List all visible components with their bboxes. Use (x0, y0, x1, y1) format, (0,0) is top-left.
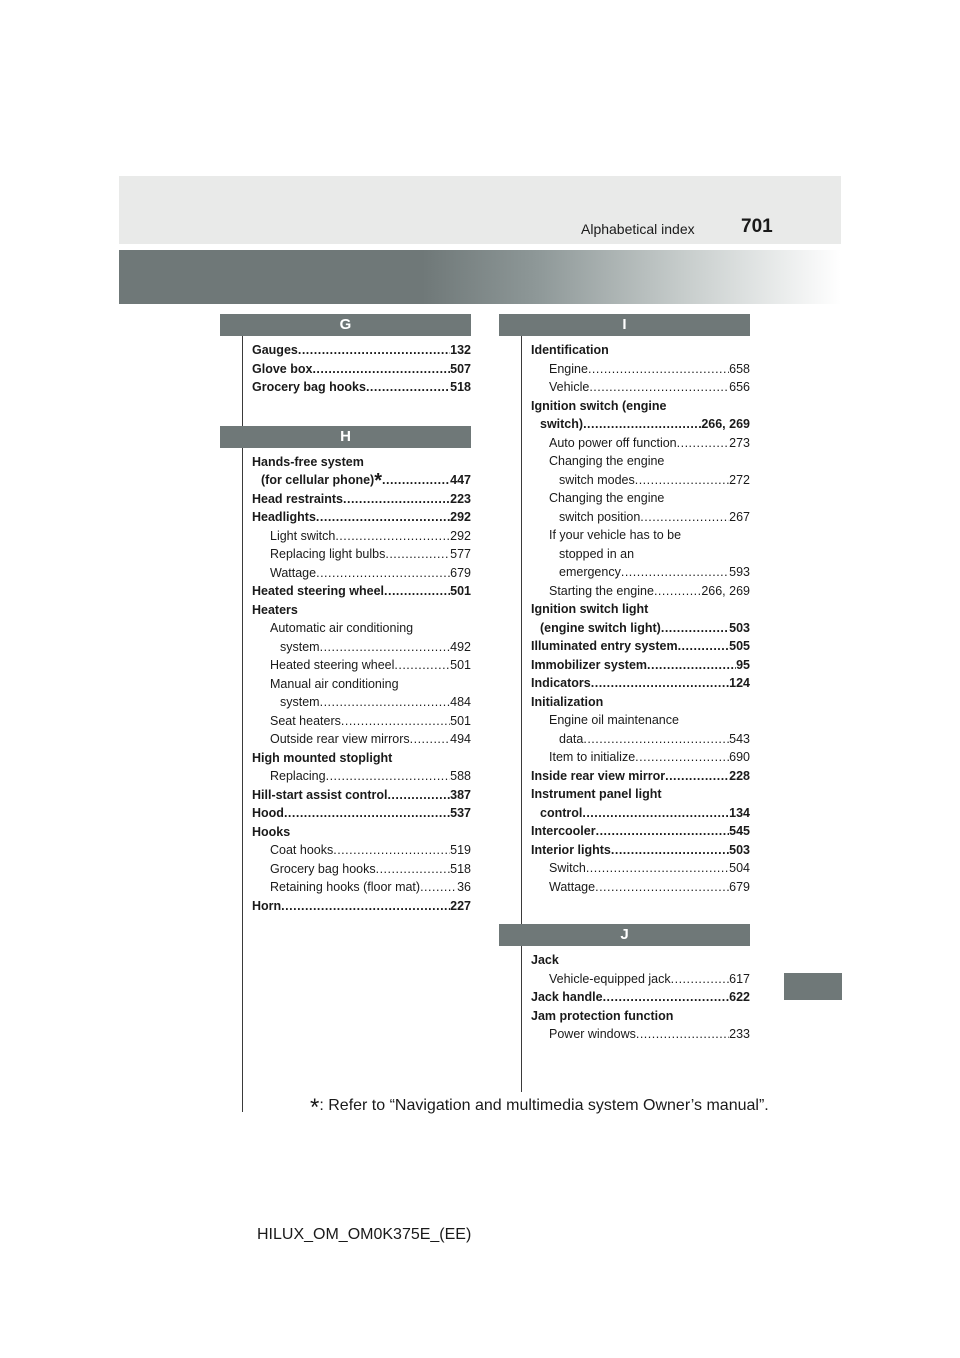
index-subentry-manual-ac-system[interactable]: system ..... 484 (252, 693, 471, 712)
index-subentry-auto-power-off[interactable]: Auto power off function ..... 273 (531, 434, 750, 453)
index-subentry-stopped-emergency-2: stopped in an (559, 546, 635, 561)
index-entry-headlights[interactable]: Headlights ..... 292 (252, 508, 471, 527)
index-subentry-automatic-ac-system[interactable]: system ..... 492 (252, 638, 471, 657)
footnote (310, 1094, 769, 1121)
index-subentry-engine-oil: Engine oil maintenance (549, 713, 679, 727)
index-subentry-changing-modes: Changing the engine (549, 454, 665, 468)
index-entry-initialization: Initialization (531, 694, 604, 709)
index-entry-instrument-panel-light: Instrument panel light (531, 787, 662, 801)
index-subentry-il-switch[interactable]: Switch ..... 504 (531, 859, 750, 878)
footnote-text: : Refer to “Navigation and multimedia system Owner’s manual”. (319, 1097, 769, 1114)
section-header-g: G (220, 314, 471, 336)
index-entry-heaters: Heaters (252, 602, 298, 617)
index-subentry-stopped-emergency: If your vehicle has to be (549, 528, 682, 542)
index-entry-head-restraints[interactable]: Head restraints ..... 223 (252, 490, 471, 509)
index-subentry-vehicle-jack[interactable]: Vehicle-equipped jack ..... 617 (531, 970, 750, 989)
index-entry-gauges[interactable]: Gauges ..... 132 (252, 341, 471, 360)
index-subentry-item-to-initialize[interactable]: Item to initialize ..... 690 (531, 748, 750, 767)
index-subentry-wattage[interactable]: Wattage ..... 679 (252, 564, 471, 583)
index-subentry-engine-oil-cont[interactable]: data ..... 543 (531, 730, 750, 749)
index-subentry-changing-position-cont[interactable]: switch position ..... 267 (531, 508, 750, 527)
index-subentry-starting-engine[interactable]: Starting the engine ..... 266, 269 (531, 582, 750, 601)
index-subentry-automatic-ac: Automatic air conditioning (270, 621, 414, 635)
index-subentry-replacing-light-bulbs[interactable]: Replacing light bulbs ..... 577 (252, 545, 471, 564)
right-column (531, 314, 750, 1044)
index-subentry-power-windows[interactable]: Power windows ..... 233 (531, 1025, 750, 1044)
index-entry-jack-handle[interactable]: Jack handle ..... 622 (531, 988, 750, 1007)
index-entry-hands-free-cont[interactable]: (for cellular phone)* ..... 447 (252, 471, 471, 490)
document-code: HILUX_OM_OM0K375E_(EE) (257, 1226, 472, 1243)
index-subentry-coat-hooks[interactable]: Coat hooks ..... 519 (252, 841, 471, 860)
index-subentry-grocery-hooks[interactable]: Grocery bag hooks ..... 518 (252, 860, 471, 879)
index-entry-hill-start[interactable]: Hill-start assist control ..... 387 (252, 786, 471, 805)
index-entry-grocery-bag-hooks[interactable]: Grocery bag hooks ..... 518 (252, 378, 471, 397)
index-subentry-heaters-heated-steering[interactable]: Heated steering wheel ..... 501 (252, 656, 471, 675)
index-subentry-light-switch[interactable]: Light switch ..... 292 (252, 527, 471, 546)
index-entry-ignition-switch-cont[interactable]: switch) ..... 266, 269 (531, 415, 750, 434)
footnote-star-mark: * (374, 470, 382, 492)
header-title: Alphabetical index (581, 221, 695, 237)
section-side-tab (784, 973, 842, 1000)
index-entry-indicators[interactable]: Indicators ..... 124 (531, 674, 750, 693)
index-entry-ignition-switch: Ignition switch (engine (531, 398, 667, 413)
index-entry-hood[interactable]: Hood ..... 537 (252, 804, 471, 823)
index-subentry-manual-ac: Manual air conditioning (270, 676, 399, 691)
index-entry-glove-box[interactable]: Glove box ..... 507 (252, 360, 471, 379)
index-entry-ignition-switch-light: Ignition switch light (531, 602, 649, 616)
index-entry-intercooler[interactable]: Intercooler ..... 545 (531, 822, 750, 841)
header-gradient-band (119, 250, 841, 304)
index-subentry-retaining-hooks[interactable]: Retaining hooks (floor mat) ..... 36 (252, 878, 471, 897)
index-subentry-stopped-emergency-cont[interactable]: emergency ..... 593 (531, 563, 750, 582)
left-column-rule (242, 336, 243, 1112)
index-subentry-changing-position: Changing the engine (549, 491, 665, 505)
index-subentry-id-vehicle[interactable]: Vehicle ..... 656 (531, 378, 750, 397)
index-entry-inside-mirror[interactable]: Inside rear view mirror ..... 228 (531, 767, 750, 786)
index-entry-immobilizer[interactable]: Immobilizer system ..... 95 (531, 656, 750, 675)
left-column (252, 314, 471, 915)
index-entry-jam-protection: Jam protection function (531, 1008, 674, 1023)
index-entry-jack: Jack (531, 953, 559, 967)
section-header-h: H (220, 426, 471, 448)
index-entry-interior-lights[interactable]: Interior lights ..... 503 (531, 841, 750, 860)
index-entry-instrument-panel-light-cont[interactable]: control ..... 134 (531, 804, 750, 823)
index-subentry-outside-mirrors[interactable]: Outside rear view mirrors ..... 494 (252, 730, 471, 749)
index-entry-high-mounted-stoplight: High mounted stoplight (252, 750, 393, 765)
index-subentry-changing-modes-cont[interactable]: switch modes ..... 272 (531, 471, 750, 490)
index-entry-hooks: Hooks (252, 824, 291, 839)
footnote-star: * (310, 1094, 320, 1121)
index-entry-ignition-switch-light-cont[interactable]: (engine switch light) ..... 503 (531, 619, 750, 638)
index-subentry-il-wattage[interactable]: Wattage ..... 679 (531, 878, 750, 897)
index-subentry-seat-heaters[interactable]: Seat heaters ..... 501 (252, 712, 471, 731)
section-header-i: I (499, 314, 750, 336)
index-entry-illuminated-entry[interactable]: Illuminated entry system ..... 505 (531, 637, 750, 656)
section-header-j: J (499, 924, 750, 946)
page-number: 701 (741, 216, 773, 237)
right-column-rule (521, 336, 522, 1092)
index-subentry-stoplight-replacing[interactable]: Replacing ..... 588 (252, 767, 471, 786)
index-entry-horn[interactable]: Horn ..... 227 (252, 897, 471, 916)
index-entry-identification: Identification (531, 343, 609, 357)
index-entry-heated-steering-wheel[interactable]: Heated steering wheel ..... 501 (252, 582, 471, 601)
index-entry-hands-free: Hands-free system (252, 454, 364, 469)
header-bar (119, 176, 841, 244)
index-subentry-id-engine[interactable]: Engine ..... 658 (531, 360, 750, 379)
